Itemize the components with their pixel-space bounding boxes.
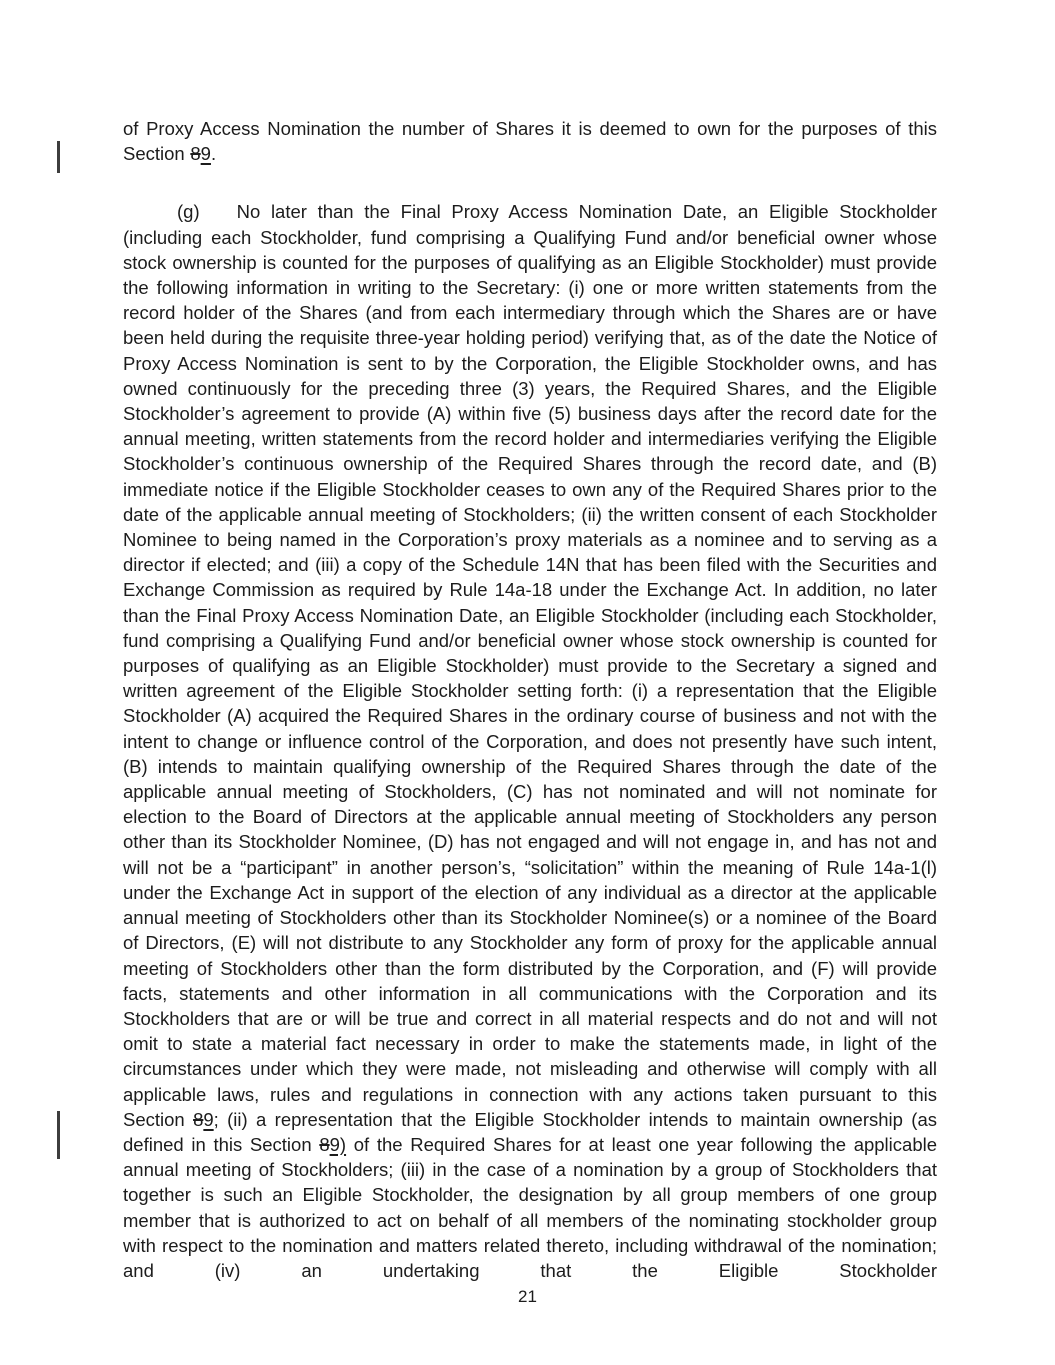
- inserted-text: 9: [203, 1108, 214, 1130]
- inserted-text: 9): [329, 1133, 347, 1155]
- text-segment: of the Required Shares for at least one year following the applicable annual meeting of Stockholders; (iii) in the case of a nomination by a group of Stockholders that together is such an Eligible Stockholder, the designation by all group members of one group member that is authorized to act on behalf of all members of the nominating stockholder group with respect to the nomination and matters related thereto, including withdrawal of the nomination; and (iv) an undertaking that the Eligible Stockholder: [123, 1133, 938, 1281]
- deleted-text: 8: [190, 143, 201, 165]
- text-body: [123, 116, 937, 1283]
- paragraph-intro: [123, 116, 937, 166]
- deleted-text: 8: [193, 1108, 204, 1130]
- page-number: 21: [518, 1287, 537, 1306]
- deleted-text: 8: [319, 1133, 330, 1155]
- change-bar-bottom: [57, 1111, 60, 1159]
- paragraph-g: [123, 199, 937, 1283]
- change-bar-top: [57, 141, 60, 173]
- inserted-text: 9: [200, 143, 211, 165]
- text-segment: (g): [177, 201, 200, 223]
- text-segment: of Proxy Access Nomination the number of Shares it is deemed to own for the purposes of this Section: [123, 118, 937, 165]
- text-segment: ; (ii) a representation that the Eligible Stockholder intends to maintain ownership (as defined in this Section: [123, 1108, 937, 1155]
- text-segment: .: [210, 143, 217, 165]
- text-segment: No later than the Final Proxy Access Nomination Date, an Eligible Stockholder (including each Stockholder, fund comprising a Qualifying Fund and/or beneficial owner whose stock ownership is counted for the purposes of qualifying as an Eligible Stockholder) must provide the following information in writing to the Secretary: (i) one or more written statements from the record holder of the Shares (and from each intermediary through which the Shares are or have been held during the requisite three-year holding period) verifying that, as of the date the Notice of Proxy Access Nomination is sent to by the Corporation, the Eligible Stockholder owns, and has owned continuously for the preceding three (3) years, the Required Shares, and the Eligible Stockholder’s agreement to provide (A) within five (5) business days after the record date for the annual meeting, written statements from the record holder and intermediaries verifying the Eligible Stockholder’s continuous ownership of the Required Shares through the record date, and (B) immediate notice if the Eligible Stockholder ceases to own any of the Required Shares prior to the date of the applicable annual meeting of Stockholders; (ii) the written consent of each Stockholder Nominee to being named in the Corporation’s proxy materials as a nominee and to serving as a director if elected; and (iii) a copy of the Schedule 14N that has been filed with the Securities and Exchange Commission as required by Rule 14a-18 under the Exchange Act. In addition, no later than the Final Proxy Access Nomination Date, an Eligible Stockholder (including each Stockholder, fund comprising a Qualifying Fund and/or beneficial owner whose stock ownership is counted for purposes of qualifying as an Eligible Stockholder) must provide to the Secretary a signed and written agreement of the Eligible Stockholder setting forth: (i) a representation that the Eligible Stockholder (A) acquired the Required Shares in the ordinary course of business and not with the intent to change or influence control of the Corporation, and does not presently have such intent, (B) intends to maintain qualifying ownership of the Required Shares through the date of the applicable annual meeting of Stockholders, (C) has not nominated and will not nominate for election to the Board of Directors at the applicable annual meeting of Stockholders any person other than its Stockholder Nominee, (D) has not engaged and will not engage in, and has not and will not be a “participant” in another person’s, “solicitation” within the meaning of Rule 14a-1(l) under the Exchange Act in support of the election of any individual as a director at the applicable annual meeting of Stockholders other than its Stockholder Nominee(s) or a nominee of the Board of Directors, (E) will not distribute to any Stockholder any form of proxy for the applicable annual meeting of Stockholders other than the form distributed by the Corporation, and (F) will provide facts, statements and other information in all communications with the Corporation and its Stockholders that are or will be true and correct in all material respects and do not and will not omit to state a material fact necessary in order to make the statements made, in light of the circumstances under which they were made, not misleading and otherwise will comply with all applicable laws, rules and regulations in connection with any actions taken pursuant to this Section: [123, 201, 937, 1130]
